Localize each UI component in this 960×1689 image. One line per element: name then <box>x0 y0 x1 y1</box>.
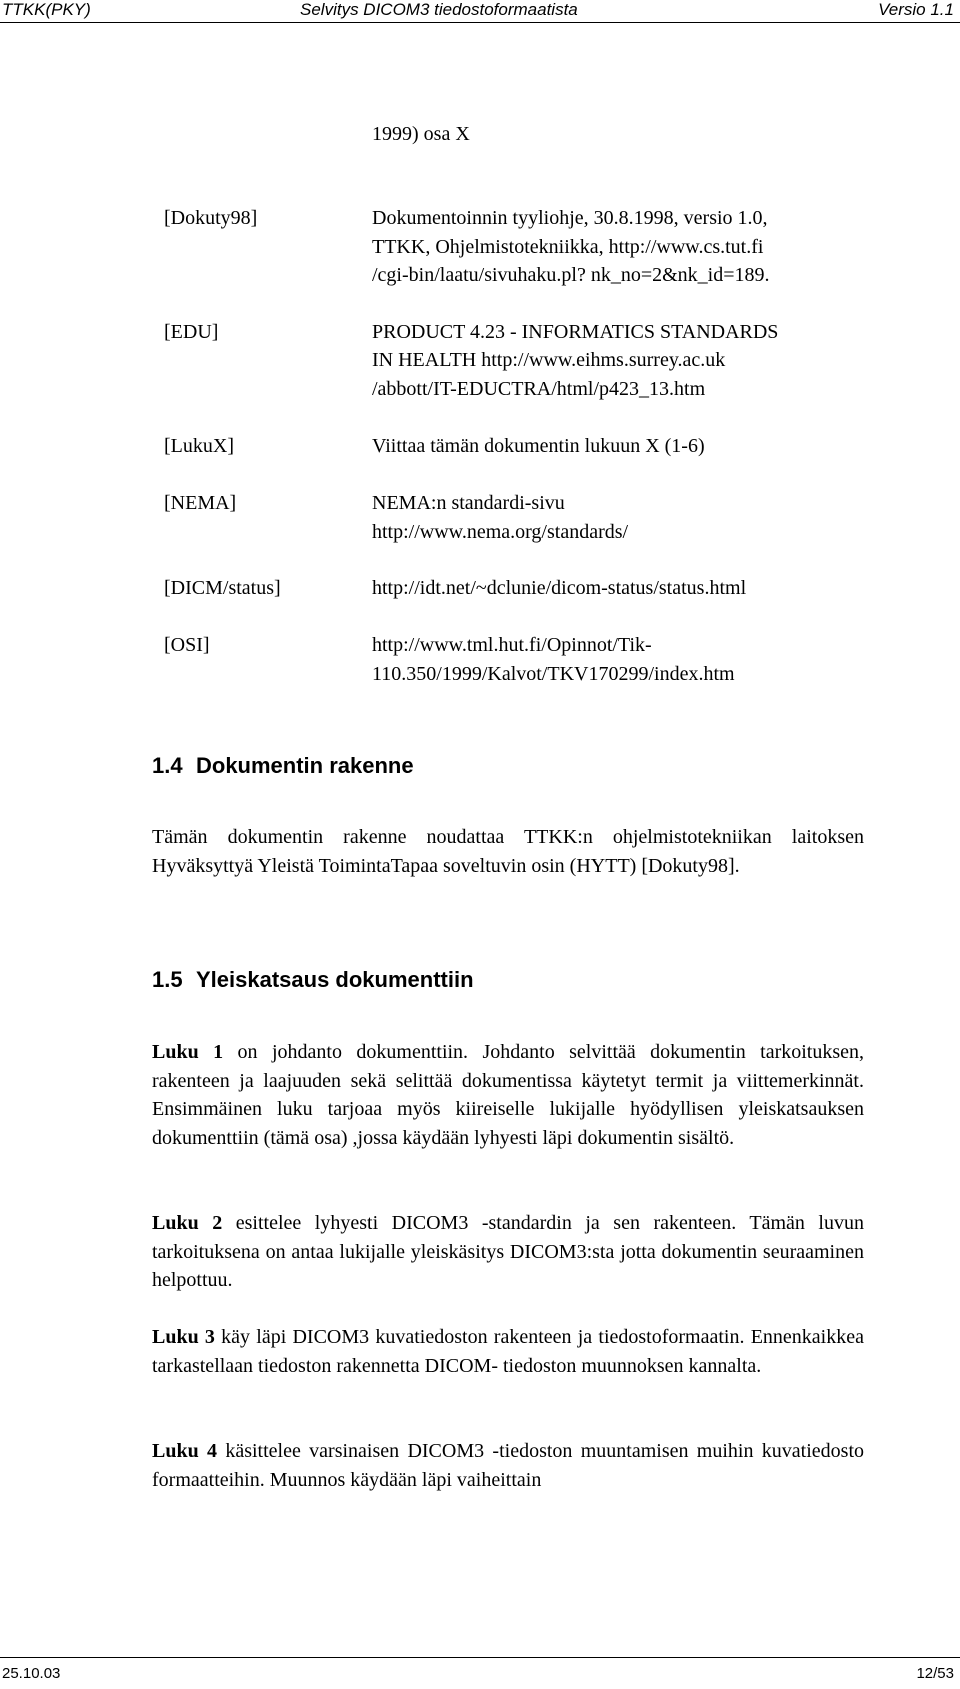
chapter-summary-1 <box>152 1038 864 1152</box>
reference-line: 110.350/1999/Kalvot/TKV170299/index.htm <box>372 663 735 685</box>
reference-line: Dokumentoinnin tyyliohje, 30.8.1998, versio 1.0, <box>372 207 768 229</box>
header-title: Selvitys DICOM3 tiedostoformaatista <box>300 0 578 19</box>
section-heading-1-4 <box>152 752 414 780</box>
reference-line: Viittaa tämän dokumentin lukuun X (1-6) <box>372 435 705 457</box>
reference-line: NEMA:n standardi-sivu <box>372 492 565 514</box>
chapter-summary-2 <box>152 1209 864 1295</box>
header-org: TTKK(PKY) <box>2 0 91 19</box>
header-rule <box>0 22 960 23</box>
chapter-summary-3 <box>152 1323 864 1380</box>
reference-line: http://www.tml.hut.fi/Opinnot/Tik- <box>372 634 652 656</box>
section-title: Dokumentin rakenne <box>196 753 414 778</box>
header-version: Versio 1.1 <box>878 0 954 19</box>
chapter-lead: Luku 4 <box>152 1440 218 1462</box>
footer-page-number: 12/53 <box>916 1665 954 1682</box>
reference-continuation: 1999) osa X <box>372 123 470 145</box>
reference-line: /abbott/IT-EDUCTRA/html/p423_13.htm <box>372 378 706 400</box>
reference-line: http://idt.net/~dclunie/dicom-status/status.html <box>372 577 747 599</box>
chapter-text: esittelee lyhyesti DICOM3 -standardin ja sen rakenteen. Tämän luvun tarkoituksena on antaa lukijalle yleiskäsitys DICOM3:sta jotta dokumentin seuraaminen helpottuu. <box>152 1212 864 1291</box>
chapter-lead: Luku 3 <box>152 1326 215 1348</box>
chapter-text: käy läpi DICOM3 kuvatiedoston rakenteen ja tiedostoformaatin. Ennenkaikkea tarkastellaan tiedoston rakennetta DICOM- tiedoston muunnoksen kannalta. <box>152 1326 864 1377</box>
section-1-4-body <box>152 823 864 880</box>
chapter-text: on johdanto dokumenttiin. Johdanto selvittää dokumentin tarkoituksen, rakenteen ja laajuuden sekä selittää dokumentissa käytetyt termit ja viittemerkinnät. Ensimmäinen luku tarjoaa myös kiireiselle lukijalle hyödyllisen yleiskatsauksen dokumenttiin (tämä osa) ,jossa käydään lyhyesti läpi dokumentin sisältö. <box>152 1041 865 1149</box>
footer-date: 25.10.03 <box>2 1665 61 1682</box>
chapter-lead: Luku 1 <box>152 1041 224 1063</box>
reference-key: [Dokuty98] <box>164 207 258 229</box>
chapter-summary-4 <box>152 1437 864 1494</box>
reference-key: [LukuX] <box>164 435 234 457</box>
section-number: 1.5 <box>152 967 183 992</box>
section-number: 1.4 <box>152 753 183 778</box>
reference-key: [DICM/status] <box>164 577 281 599</box>
page-footer <box>0 1657 960 1689</box>
reference-line: http://www.nema.org/standards/ <box>372 521 629 543</box>
reference-line: TTKK, Ohjelmistotekniikka, http://www.cs.tut.fi <box>372 236 764 258</box>
page-header <box>0 0 960 22</box>
reference-key: [NEMA] <box>164 492 237 514</box>
footer-rule <box>0 1657 960 1658</box>
reference-line: /cgi-bin/laatu/sivuhaku.pl? nk_no=2&nk_id=189. <box>372 264 770 286</box>
section-title: Yleiskatsaus dokumenttiin <box>196 967 474 992</box>
section-heading-1-5 <box>152 966 474 994</box>
reference-line: IN HEALTH http://www.eihms.surrey.ac.uk <box>372 349 726 371</box>
paragraph: Tämän dokumentin rakenne noudattaa TTKK:n ohjelmistotekniikan laitoksen Hyväksyttyä Yleistä ToimintaTapaa soveltuvin osin (HYTT) [Dokuty98]. <box>152 826 864 877</box>
reference-key: [OSI] <box>164 634 210 656</box>
chapter-lead: Luku 2 <box>152 1212 223 1234</box>
reference-key: [EDU] <box>164 321 219 343</box>
chapter-text: käsittelee varsinaisen DICOM3 -tiedoston muuntamisen muihin kuvatiedosto formaatteihin. Muunnos käydään läpi vaiheittain <box>152 1440 864 1491</box>
reference-line: PRODUCT 4.23 - INFORMATICS STANDARDS <box>372 321 779 343</box>
